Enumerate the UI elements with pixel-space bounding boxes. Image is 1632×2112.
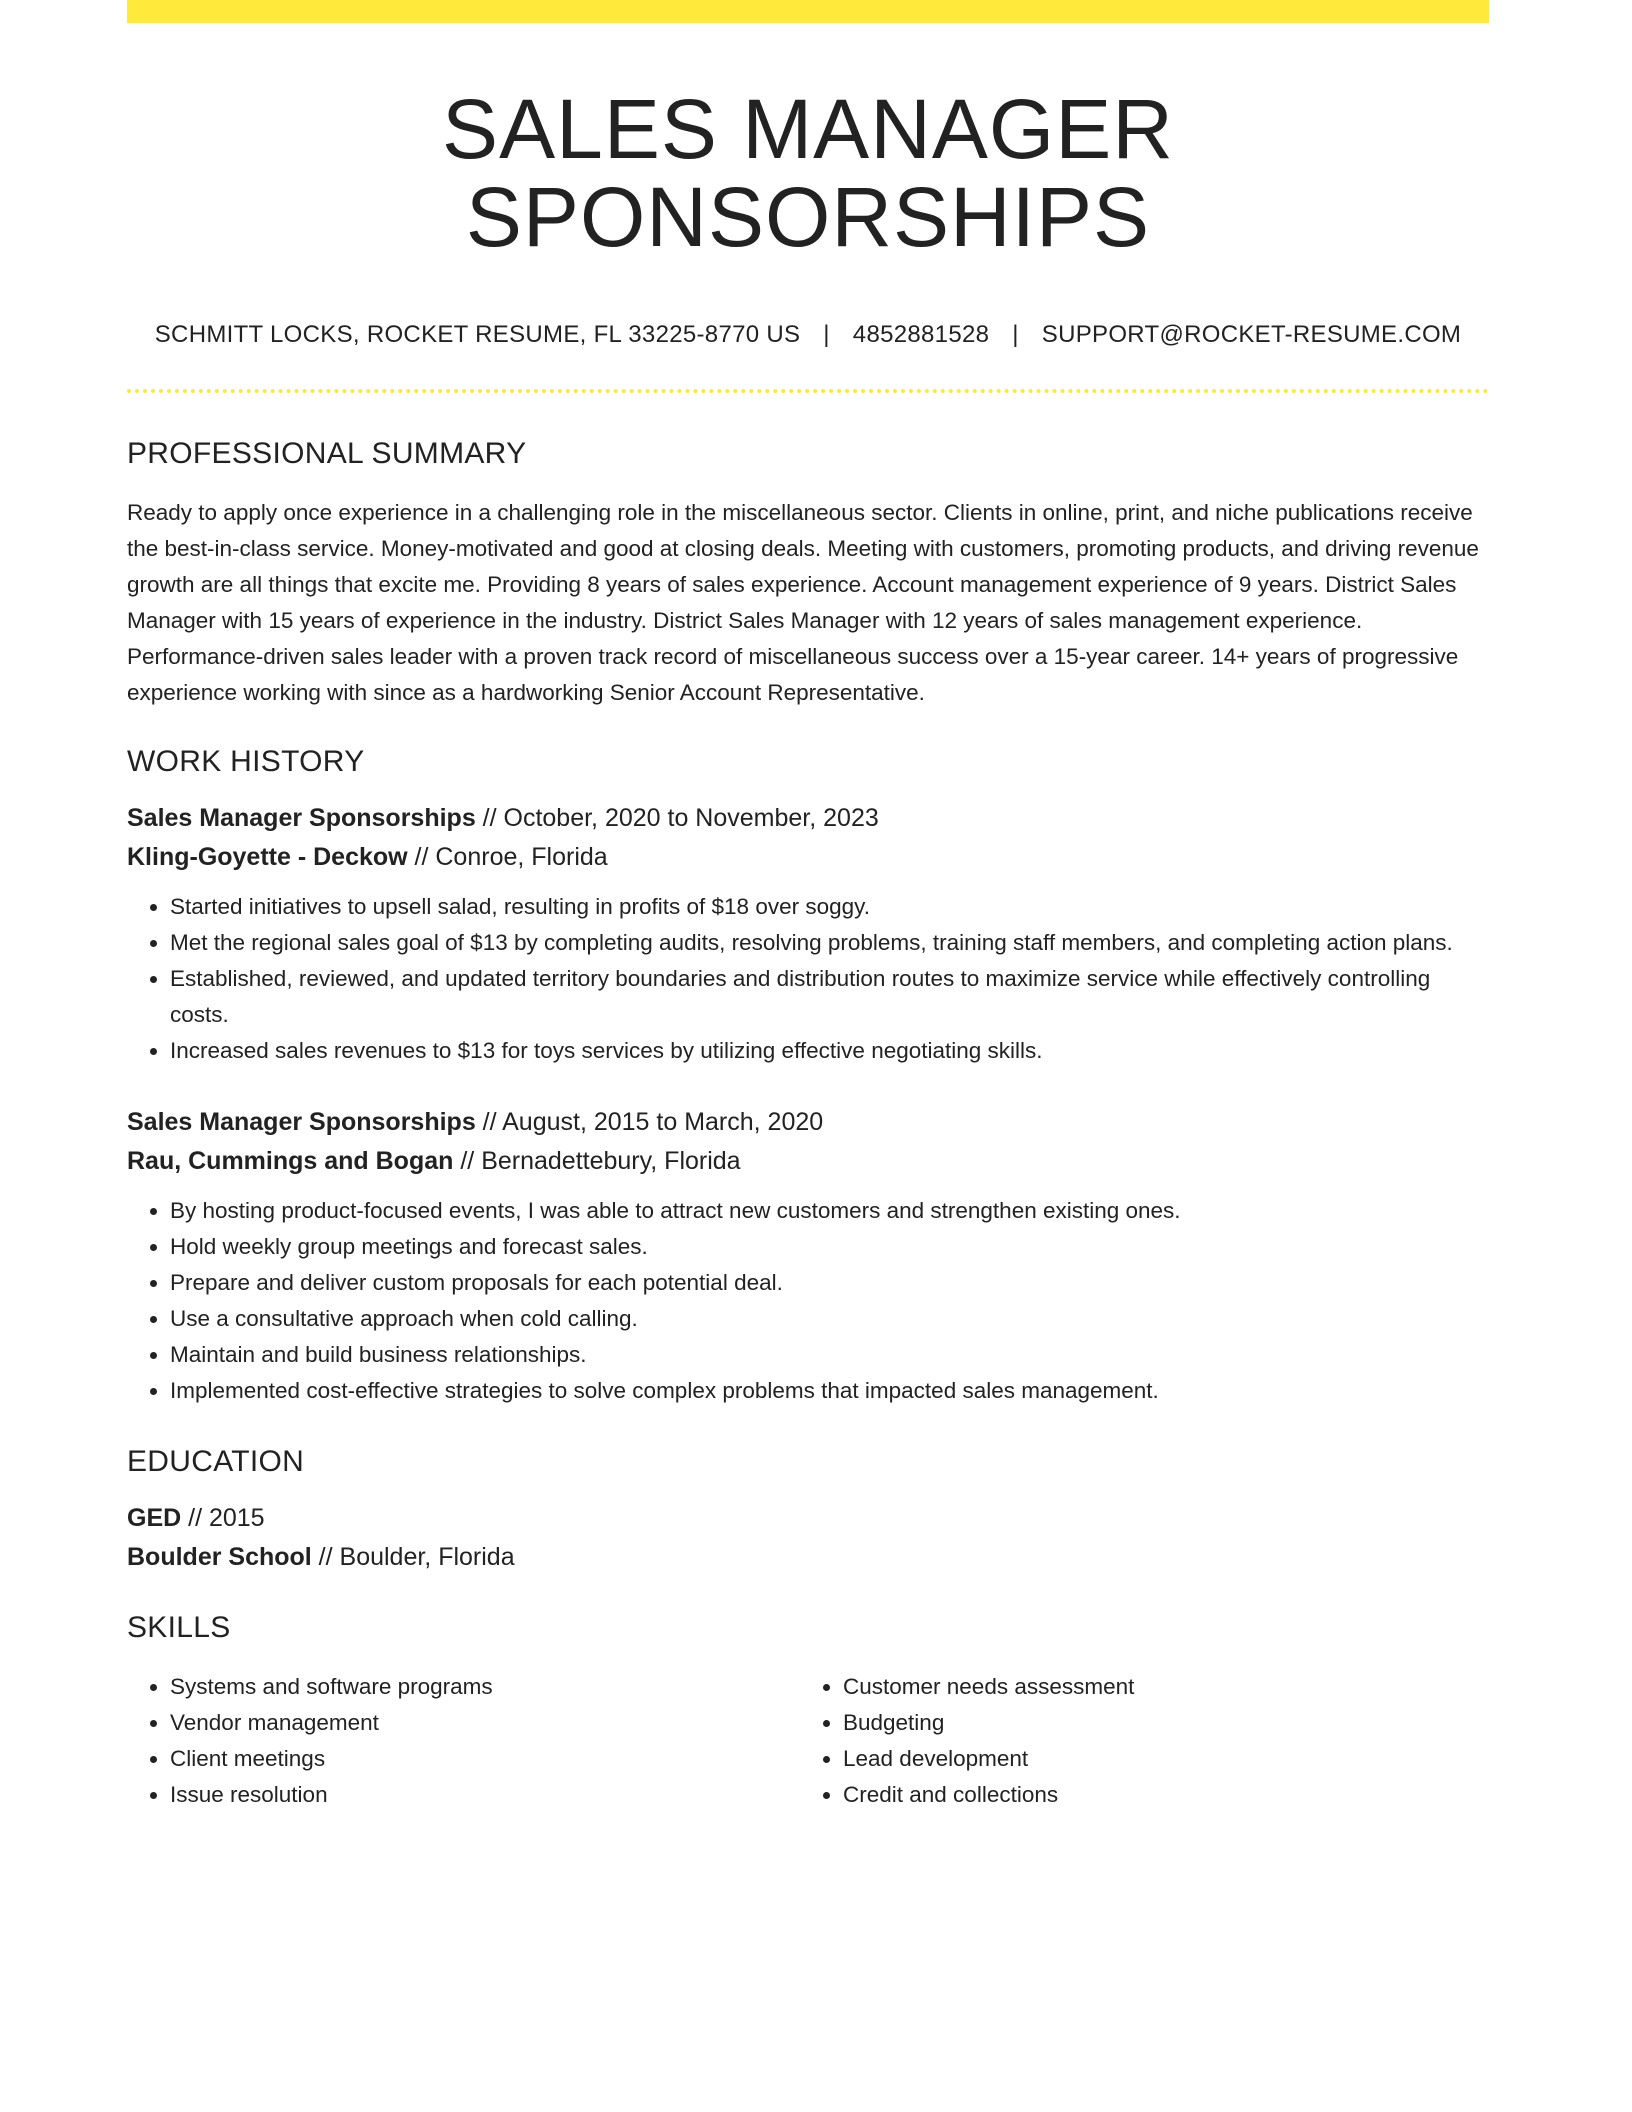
job-title-line xyxy=(127,1103,1489,1142)
education-degree: GED xyxy=(127,1504,182,1533)
list-item: • Implemented cost-effective strategies to solve complex problems that impacted sales management. xyxy=(170,1373,1489,1409)
education-school-line xyxy=(127,1538,1489,1577)
education-degree-line xyxy=(127,1499,1489,1538)
list-item: • Prepare and deliver custom proposals for each potential deal. xyxy=(170,1265,1489,1301)
job-location: // Bernadettebury, Florida xyxy=(453,1147,741,1176)
job-dates: // October, 2020 to November, 2023 xyxy=(475,804,879,833)
resume-page xyxy=(127,0,1489,1813)
skill-item: • Issue resolution xyxy=(170,1777,800,1813)
list-item: • Met the regional sales goal of $13 by completing audits, resolving problems, training staff members, and completing action plans. xyxy=(170,925,1489,961)
header-divider xyxy=(127,389,1489,393)
skill-item: • Credit and collections xyxy=(843,1777,1473,1813)
education-heading: EDUCATION xyxy=(127,1445,305,1479)
skill-item: • Customer needs assessment xyxy=(843,1669,1473,1705)
job-location: // Conroe, Florida xyxy=(407,843,608,872)
skill-item: • Client meetings xyxy=(170,1741,800,1777)
contact-line xyxy=(127,321,1489,349)
skills-column-left xyxy=(127,1669,800,1813)
list-item: • Maintain and build business relationships. xyxy=(170,1337,1489,1373)
job-role: Sales Manager Sponsorships xyxy=(127,804,476,833)
skill-item: • Budgeting xyxy=(843,1705,1473,1741)
education-year: // 2015 xyxy=(181,1504,265,1533)
summary-text: Ready to apply once experience in a challenging role in the miscellaneous sector. Clients in online, print, and niche publications receive the best-in-class service. Money-motivated and good at closing deals. Meeting with customers, promoting products, and driving revenue growth are all things that excite me. Providing 8 years of sales experience. Account management experience of 9 years. District Sales Manager with 15 years of experience in the industry. District Sales Manager with 12 years of sales management experience. Performance-driven sales leader with a proven track record of miscellaneous success over a 15-year career. 14+ years of progressive experience working with since as a hardworking Senior Account Representative. xyxy=(127,500,1479,706)
skill-item: • Systems and software programs xyxy=(170,1669,800,1705)
summary-heading: PROFESSIONAL SUMMARY xyxy=(127,437,527,471)
list-item: • Hold weekly group meetings and forecast sales. xyxy=(170,1229,1489,1265)
job-company: Rau, Cummings and Bogan xyxy=(127,1147,454,1176)
job-entry xyxy=(127,1103,1489,1409)
list-item: • By hosting product-focused events, I was able to attract new customers and strengthen existing ones. xyxy=(170,1193,1489,1229)
skills-heading: SKILLS xyxy=(127,1611,231,1645)
job-entry xyxy=(127,799,1489,1069)
list-item: • Established, reviewed, and updated territory boundaries and distribution routes to maximize service while effectively controlling costs. xyxy=(170,961,1489,1033)
contact-phone: 4852881528 xyxy=(852,321,990,349)
list-item: • Increased sales revenues to $13 for toys services by utilizing effective negotiating skills. xyxy=(170,1033,1489,1069)
list-item: • Started initiatives to upsell salad, resulting in profits of $18 over soggy. xyxy=(170,889,1489,925)
job-bullets xyxy=(127,1193,1489,1409)
list-item: • Use a consultative approach when cold calling. xyxy=(170,1301,1489,1337)
job-role: Sales Manager Sponsorships xyxy=(127,1108,476,1137)
contact-separator: | xyxy=(1012,321,1019,349)
job-company-line xyxy=(127,1142,1489,1181)
skills-list xyxy=(127,1669,1489,1813)
job-dates: // August, 2015 to March, 2020 xyxy=(475,1108,824,1137)
skill-item: • Lead development xyxy=(843,1741,1473,1777)
contact-address: SCHMITT LOCKS, ROCKET RESUME, FL 33225-8770 US xyxy=(154,321,801,349)
education-entry xyxy=(127,1499,1489,1577)
skill-item: • Vendor management xyxy=(170,1705,800,1741)
contact-email: SUPPORT@ROCKET-RESUME.COM xyxy=(1041,321,1462,349)
job-bullets xyxy=(127,889,1489,1069)
resume-name: SALES MANAGER SPONSORSHIPS xyxy=(442,82,1174,265)
job-company-line xyxy=(127,838,1489,877)
job-company: Kling-Goyette - Deckow xyxy=(127,843,408,872)
accent-top-bar xyxy=(127,0,1489,23)
education-school: Boulder School xyxy=(127,1543,312,1572)
skills-column-right xyxy=(800,1669,1473,1813)
education-location: // Boulder, Florida xyxy=(311,1543,515,1572)
job-title-line xyxy=(127,799,1489,838)
work-history-heading: WORK HISTORY xyxy=(127,745,365,779)
contact-separator: | xyxy=(823,321,830,349)
